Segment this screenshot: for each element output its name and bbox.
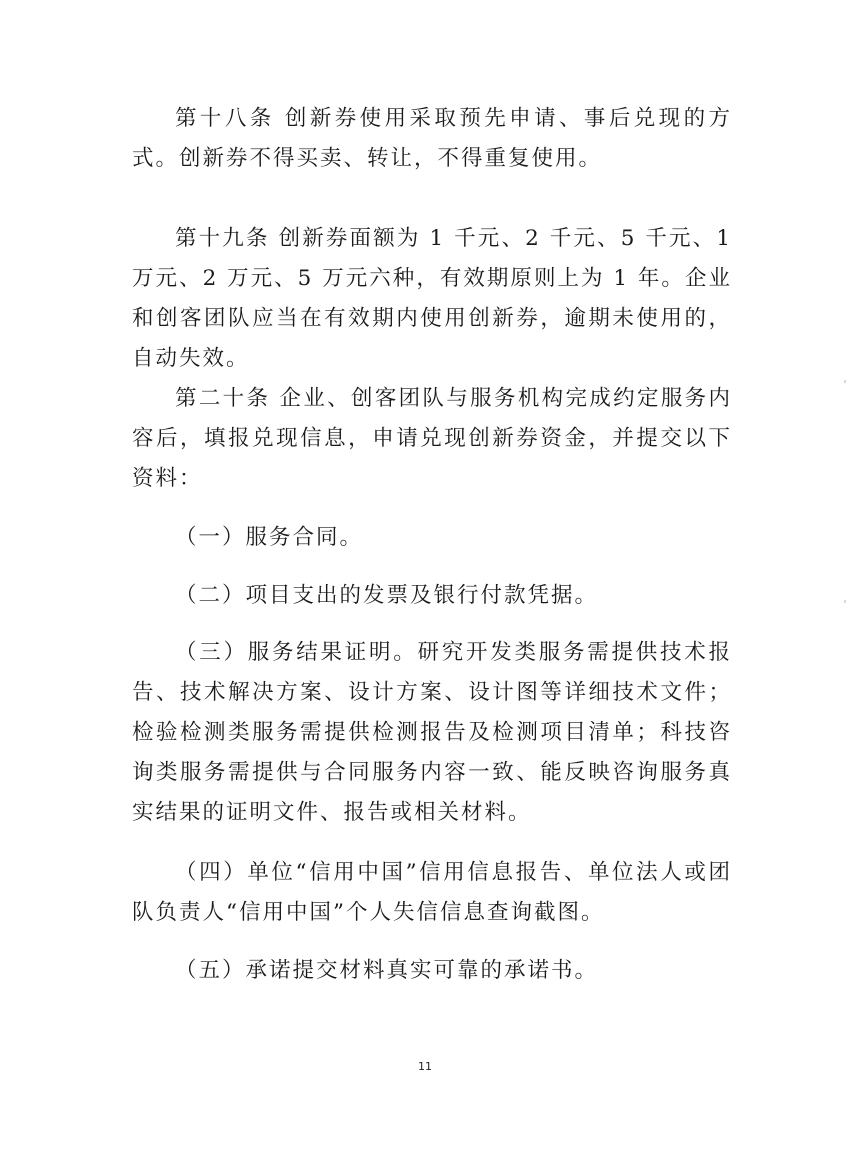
list-item-1: （一）服务合同。 [175,525,364,550]
article-18-paragraph: 第十八条 创新券使用采取预先申请、事后兑现的方式。创新券不得买卖、转让，不得重复使用。 [132,106,732,171]
list-item-5: （五）承诺提交材料真实可靠的承诺书。 [175,958,599,983]
page-number: 11 [418,1060,432,1073]
article-19-paragraph: 第十九条 创新券面额为 1 千元、2 千元、5 千元、1 万元、2 万元、5 万元六种，有效期原则上为 1 年。企业和创客团队应当在有效期内使用创新券，逾期未使用的，自动失效。 [132,226,732,371]
scan-speck [844,380,846,383]
article-20-paragraph: 第二十条 企业、创客团队与服务机构完成约定服务内容后，填报兑现信息，申请兑现创新券资金，并提交以下资料： [132,386,732,491]
scan-speck [844,600,846,603]
list-item-4: （四）单位“信用中国”信用信息报告、单位法人或团队负责人“信用中国”个人失信信息查询截图。 [132,860,732,925]
list-item-3: （三）服务结果证明。研究开发类服务需提供技术报告、技术解决方案、设计方案、设计图等详细技术文件；检验检测类服务需提供检测报告及检测项目清单；科技咨询类服务需提供与合同服务内容一致、能反映咨询服务真实结果的证明文件、报告或相关材料。 [132,640,732,825]
list-item-2: （二）项目支出的发票及银行付款凭据。 [175,583,599,608]
